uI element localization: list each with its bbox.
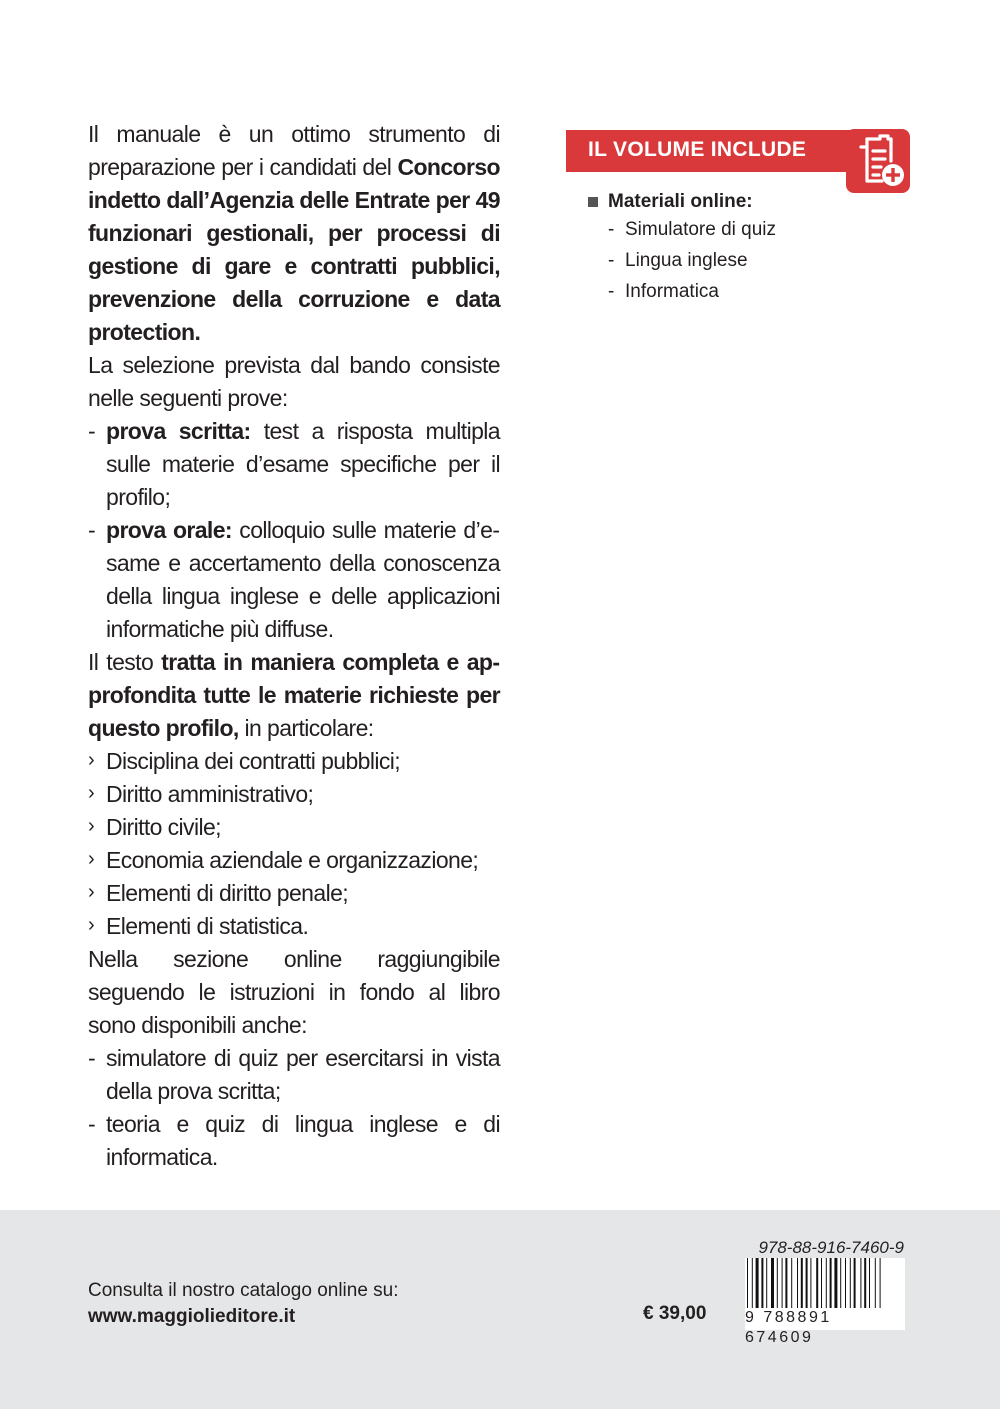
online-paragraph: Nella sezione online raggiungibile seguendo le istruzioni in fondo al libro sono disponibili anche: [88,946,500,1038]
catalog-url: www.maggiolieditore.it [88,1306,296,1327]
intro-paragraph: Il manuale è un ottimo strumento di preparazione per i candidati del Concorso indetto dall’Agenzia delle Entrate per 49 funzionari gestionali, per processi di gestione di gare e contratti pubblici, prevenzione della corruzione e data protection. [88,121,500,345]
catalog-text: Consulta il nostro catalogo online su: [88,1280,399,1301]
volume-include-title: IL VOLUME INCLUDE [588,138,807,161]
include-main-item: Materiali online: [588,190,776,214]
subject-item: › Economia aziendale e organizzazione; [88,847,479,873]
exam-description: colloquio sulle materie d’esame e accertamento della conoscenza della lingua inglese e delle applicazioni informatiche più diffuse. [106,517,500,642]
subject-item: › Diritto civile; [88,814,221,840]
subject-list [88,745,500,943]
competition-title: Concorso indetto dall’Agenzia delle Entrate per 49 funzionari gestionali, per processi di gestione di gare e contratti pubblici, prevenzione della corruzione e data protection. [88,154,500,345]
volume-include-list [588,190,776,307]
exam-name: prova orale: [106,517,232,543]
subject-item: › Elementi di diritto penale; [88,880,349,906]
exam-list [88,415,500,646]
online-list [88,1042,500,1174]
volume-include-header [566,130,856,172]
exam-item: - prova orale: colloquio sulle materie d’esame e accertamento della conoscenza della lingua inglese e delle applicazioni informatiche più diffuse. [88,517,500,642]
subject-item: › Elementi di statistica. [88,913,309,939]
exam-item: - prova scritta: test a risposta multipla sulle materie d’esame specifiche per il profilo; [88,418,500,510]
subject-item: › Diritto amministrativo; [88,781,314,807]
include-sub-item: - Lingua inglese [608,250,748,271]
description-text [88,118,500,1174]
include-sub-item: - Simulatore di quiz [608,219,777,240]
footer-band [0,1210,1000,1409]
catalog-info [88,1278,399,1330]
selection-paragraph: La selezione prevista dal bando consiste nelle seguenti prove: [88,352,500,411]
include-sub-item: - Informatica [608,281,719,302]
subject-item: › Disciplina dei contratti pubblici; [88,748,401,774]
isbn: 978-88-916-7460-9 [758,1238,904,1257]
barcode-digits: 9 788891 674609 [745,1308,905,1328]
price: € 39,00 [643,1303,707,1324]
square-bullet-icon [588,197,598,207]
document-plus-icon [846,129,910,193]
online-item: - teoria e quiz di lingua inglese e di informatica. [88,1111,500,1170]
exam-description: test a risposta multipla sulle materie d’esame specifiche per il profilo; [106,418,500,510]
include-sub-list [588,214,776,307]
document-plus-icon-graphic [846,129,910,193]
exam-name: prova scritta: [106,418,251,444]
online-item: - simulatore di quiz per esercitarsi in vista della prova scritta; [88,1045,500,1104]
barcode-bars [745,1258,905,1308]
coverage-paragraph: Il testo tratta in maniera completa e approfondita tutte le materie richieste per questo profilo, in particolare: [88,649,501,741]
